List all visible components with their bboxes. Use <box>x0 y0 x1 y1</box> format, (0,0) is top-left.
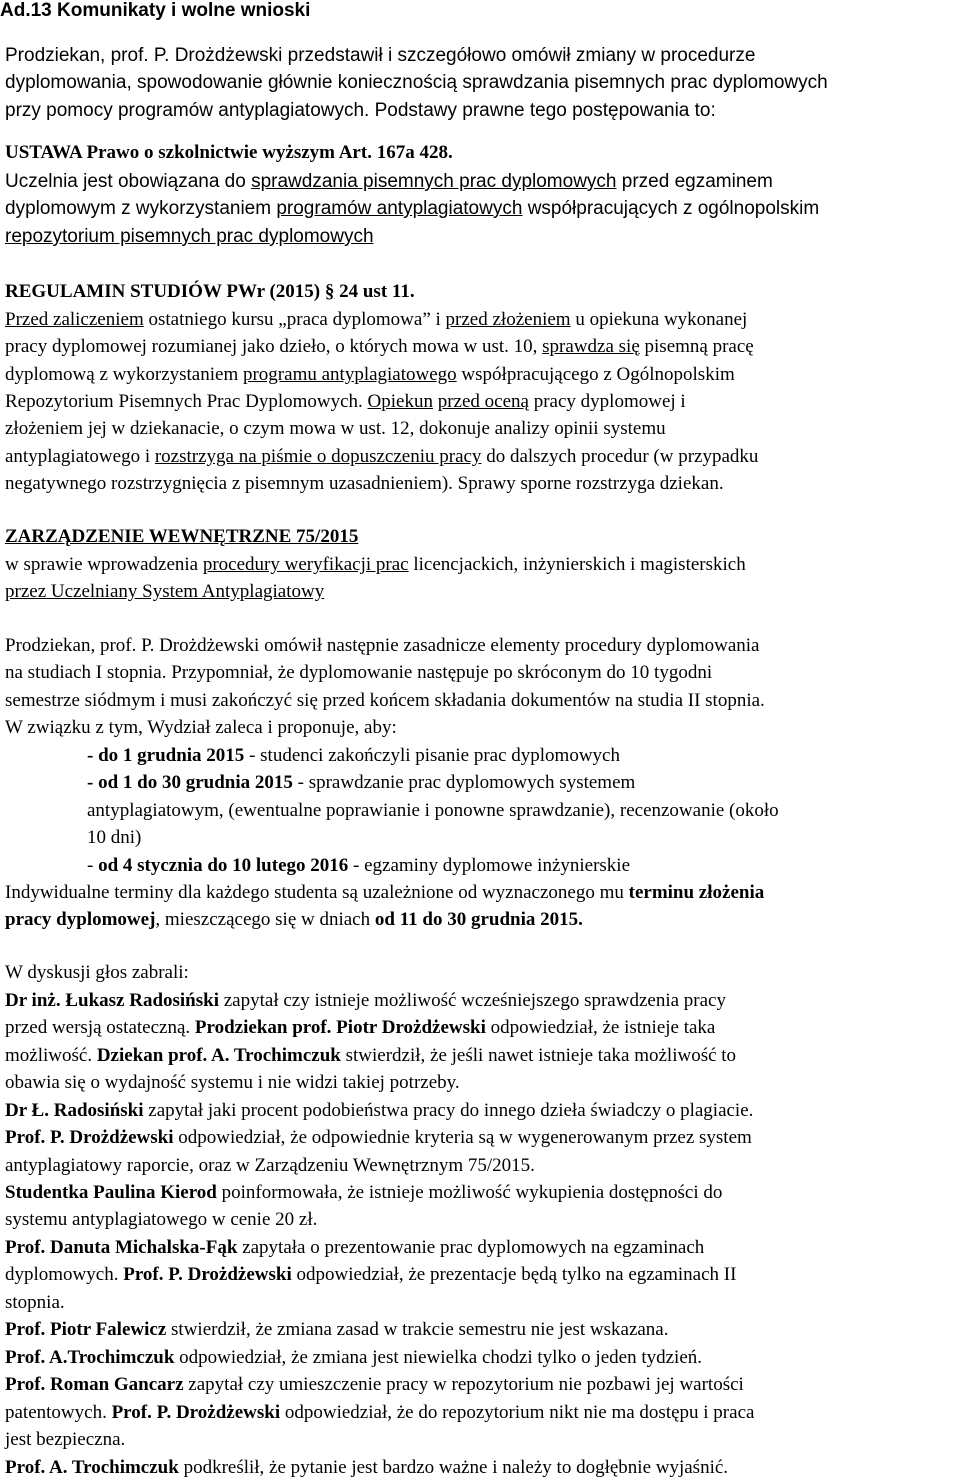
text-line <box>5 582 324 601</box>
text-run: - sprawdzanie prac dyplomowych systemem <box>292 772 636 793</box>
text-run: Indywidualne terminy dla każdego studenta są uzależnione od wyznaczonego mu <box>5 882 629 903</box>
text-run: 10 dni) <box>87 827 142 848</box>
text-run: Prof. P. Drożdżewski <box>5 1127 174 1148</box>
text-run: W związku z tym, Wydział zaleca i proponuje, aby: <box>5 717 397 738</box>
text-line <box>5 555 746 574</box>
text-run: § <box>324 281 335 302</box>
section-title: Ad.13 Komunikaty i wolne wnioski <box>0 0 311 21</box>
text-run: - <box>87 855 99 876</box>
text-run: w sprawie wprowadzenia <box>5 554 203 575</box>
text-run: licencjackich, inżynierskich i magisterskich <box>408 554 746 575</box>
text-line <box>5 1403 754 1422</box>
text-line <box>5 172 773 191</box>
text-line <box>5 1018 715 1037</box>
text-line <box>5 419 666 438</box>
text-run: odpowiedział, że odpowiednie kryteria są w wygenerowanym przez system <box>173 1127 752 1148</box>
text-run: Prodziekan, prof. P. Drożdżewski przedstawił i szczegółowo omówił zmiany w procedurze <box>5 45 756 66</box>
text-run: REGULAMIN STUDIÓW PWr (2015) <box>5 281 325 302</box>
text-run: sprawdza się <box>542 336 640 357</box>
text-run: Dr inż. Łukasz Radosiński <box>5 990 219 1011</box>
text-line <box>87 773 635 792</box>
text-line <box>5 392 686 411</box>
text-run: pracy dyplomowej rozumianej jako dzieło, o których mowa w ust. 10, <box>5 336 543 357</box>
text-run: stopnia. <box>5 1292 65 1313</box>
text-line <box>5 1210 317 1229</box>
text-line <box>5 1156 535 1175</box>
text-run: - od 1 do 30 grudnia 2015 <box>87 772 293 793</box>
text-line <box>5 663 712 682</box>
text-run: antyplagiatowego i <box>5 446 155 467</box>
text-line <box>5 101 716 120</box>
text-run: współpracującego z Ogólnopolskim <box>456 364 735 385</box>
text-run: , mieszczącego się w dniach <box>155 909 375 930</box>
text-line <box>87 801 779 820</box>
text-line <box>5 1046 736 1065</box>
text-run: negatywnego rozstrzygnięcia z pisemnym uzasadnieniem). Sprawy sporne rozstrzyga dziekan. <box>5 473 724 494</box>
text-run: do dalszych procedur (w przypadku <box>481 446 759 467</box>
text-run: repozytorium pisemnych prac dyplomowych <box>5 226 374 247</box>
text-run: ostatniego kursu „praca dyplomowa” i <box>143 309 446 330</box>
text-line <box>87 856 630 875</box>
text-run: przez Uczelniany System Antyplagiatowy <box>5 581 325 602</box>
text-line <box>5 1265 736 1284</box>
text-run: złożeniem jej w dziekanacie, o czym mowa w ust. 12, dokonuje analizy opinii systemu <box>5 418 666 439</box>
text-run: stwierdził, że jeśli nawet istnieje taka możliwość to <box>340 1045 737 1066</box>
text-line <box>5 963 189 982</box>
text-line <box>5 337 754 356</box>
text-line <box>5 991 726 1010</box>
text-line <box>5 1348 702 1367</box>
text-line <box>87 746 620 765</box>
text-line <box>5 310 747 329</box>
text-line <box>5 883 764 902</box>
text-line <box>5 1320 669 1339</box>
text-run: Uczelnia jest obowiązana do <box>5 171 252 192</box>
text-run: Prof. A.Trochimczuk <box>5 1347 175 1368</box>
text-run: patentowych. <box>5 1402 112 1423</box>
text-run: przy pomocy programów antyplagiatowych. Podstawy prawne tego postępowania to: <box>5 100 716 121</box>
text-run: Prodziekan prof. Piotr Drożdżewski <box>194 1017 486 1038</box>
text-line <box>5 1101 753 1120</box>
text-line <box>87 828 141 847</box>
text-run: stwierdził, że zmiana zasad w trakcie semestru nie jest wskazana. <box>166 1319 669 1340</box>
text-run: rozstrzyga na piśmie o dopuszczeniu pracy <box>154 446 482 467</box>
text-run: Prof. A. Trochimczuk <box>5 1457 179 1478</box>
text-run: ZARZĄDZENIE WEWNĘTRZNE 75/2015 <box>5 526 359 547</box>
text-run: poinformowała, że istnieje możliwość wykupienia dostępności do <box>216 1182 723 1203</box>
text-run: Repozytorium Pisemnych Prac Dyplomowych. <box>5 391 368 412</box>
text-run: Prof. P. Drożdżewski <box>123 1264 292 1285</box>
text-run: odpowiedział, że zmiana jest niewielka chodzi tylko o jeden tydzień. <box>174 1347 702 1368</box>
text-run: - egzaminy dyplomowe inżynierskie <box>348 855 631 876</box>
text-run: Studentka Paulina Kierod <box>5 1182 217 1203</box>
text-line <box>5 282 415 301</box>
text-run: Prof. Danuta Michalska-Fąk <box>5 1237 238 1258</box>
text-run: przed egzaminem <box>616 171 773 192</box>
text-run: pracy dyplomowej i <box>528 391 686 412</box>
text-run: dyplomowania, spowodowanie głównie koniecznością sprawdzania pisemnych prac dyplomowych <box>5 72 828 93</box>
text-line <box>5 691 765 710</box>
text-run: podkreślił, że pytanie jest bardzo ważne i należy to dogłębnie wyjaśnić. <box>178 1457 729 1478</box>
text-run: odpowiedział, że do repozytorium nikt nie ma dostępu i praca <box>280 1402 755 1423</box>
text-run: semestrze siódmym i musi zakończyć się przed końcem składania dokumentów na studia II stopnia. <box>5 690 765 711</box>
text-run: - do 1 grudnia 2015 <box>87 745 245 766</box>
text-run: odpowiedział, że istnieje taka <box>485 1017 716 1038</box>
text-line <box>5 1430 125 1449</box>
text-run: pracy dyplomowej <box>5 909 156 930</box>
text-run: możliwość. <box>5 1045 97 1066</box>
text-run: procedury weryfikacji prac <box>202 554 409 575</box>
text-run: jest bezpieczna. <box>5 1429 126 1450</box>
text-line <box>5 910 583 929</box>
text-line <box>5 1073 460 1092</box>
text-run: 24 ust 11. <box>334 281 415 302</box>
text-run: W dyskusji głos zabrali: <box>5 962 189 983</box>
text-run: Przed zaliczeniem <box>5 309 144 330</box>
text-run: przed wersją ostateczną. <box>5 1017 195 1038</box>
text-run: pisemną pracę <box>639 336 754 357</box>
text-run: odpowiedział, że prezentacje będą tylko na egzaminach II <box>291 1264 737 1285</box>
text-line <box>5 1375 744 1394</box>
text-run: Prof. Piotr Falewicz <box>5 1319 167 1340</box>
text-run: Prof. P. Drożdżewski <box>111 1402 281 1423</box>
text-run: Dziekan prof. A. Trochimczuk <box>96 1045 341 1066</box>
text-line <box>5 143 453 162</box>
text-run: zapytała o prezentowanie prac dyplomowych na egzaminach <box>237 1237 705 1258</box>
text-run: terminu złożenia <box>628 882 765 903</box>
text-line <box>5 718 397 737</box>
text-run: - studenci zakończyli pisanie prac dyplomowych <box>244 745 620 766</box>
text-run: u opiekuna wykonanej <box>570 309 748 330</box>
text-run: systemu antyplagiatowego w cenie 20 zł. <box>5 1209 318 1230</box>
text-run: zapytał jaki procent podobieństwa pracy do innego dzieła świadczy o plagiacie. <box>143 1100 754 1121</box>
text-line <box>5 474 724 493</box>
text-run: sprawdzania pisemnych prac dyplomowych <box>251 171 617 192</box>
text-run: zapytał czy istnieje możliwość wcześniejszego sprawdzenia pracy <box>219 990 726 1011</box>
text-run: Prodziekan, prof. P. Drożdżewski omówił następnie zasadnicze elementy procedury dyplomowania <box>5 635 760 656</box>
text-run: przed oceną <box>437 391 529 412</box>
text-line <box>5 447 758 466</box>
text-line <box>5 227 374 246</box>
text-run: programu antyplagiatowego <box>242 364 457 385</box>
text-run: na studiach I stopnia. Przypomniał, że dyplomowanie następuje po skróconym do 10 tygodni <box>5 662 713 683</box>
text-run: antyplagiatowy raporcie, oraz w Zarządzeniu Wewnętrznym 75/2015. <box>5 1155 535 1176</box>
text-line <box>5 636 760 655</box>
text-line <box>5 73 828 92</box>
text-run: przed złożeniem <box>445 309 571 330</box>
text-line <box>5 527 358 546</box>
text-run: współpracujących z ogólnopolskim <box>522 198 820 219</box>
text-run: dyplomowym z wykorzystaniem <box>5 198 277 219</box>
text-run: Opiekun <box>367 391 433 412</box>
text-line <box>5 1293 65 1312</box>
text-run: Dr Ł. Radosiński <box>5 1100 144 1121</box>
text-run: USTAWA Prawo o szkolnictwie wyższym Art. 167a 428. <box>5 142 453 163</box>
text-run: od 11 do 30 grudnia 2015. <box>374 909 583 930</box>
text-run: od 4 stycznia do 10 lutego 2016 <box>98 855 349 876</box>
text-run: antyplagiatowym, (ewentualne poprawianie i ponowne sprawdzanie), recenzowanie (około <box>87 800 779 821</box>
text-run: Prof. Roman Gancarz <box>5 1374 184 1395</box>
text-run: obawia się o wydajność systemu i nie widzi takiej potrzeby. <box>5 1072 460 1093</box>
text-run: programów antyplagiatowych <box>276 198 523 219</box>
text-line <box>5 46 755 65</box>
text-line <box>5 1183 722 1202</box>
text-run: zapytał czy umieszczenie pracy w repozytorium nie pozbawi jej wartości <box>183 1374 744 1395</box>
text-line <box>5 199 819 218</box>
text-run: dyplomowych. <box>5 1264 124 1285</box>
text-line <box>5 365 735 384</box>
text-line <box>5 1238 704 1257</box>
text-line <box>5 1458 728 1477</box>
text-line <box>5 1128 752 1147</box>
text-run: dyplomową z wykorzystaniem <box>5 364 243 385</box>
